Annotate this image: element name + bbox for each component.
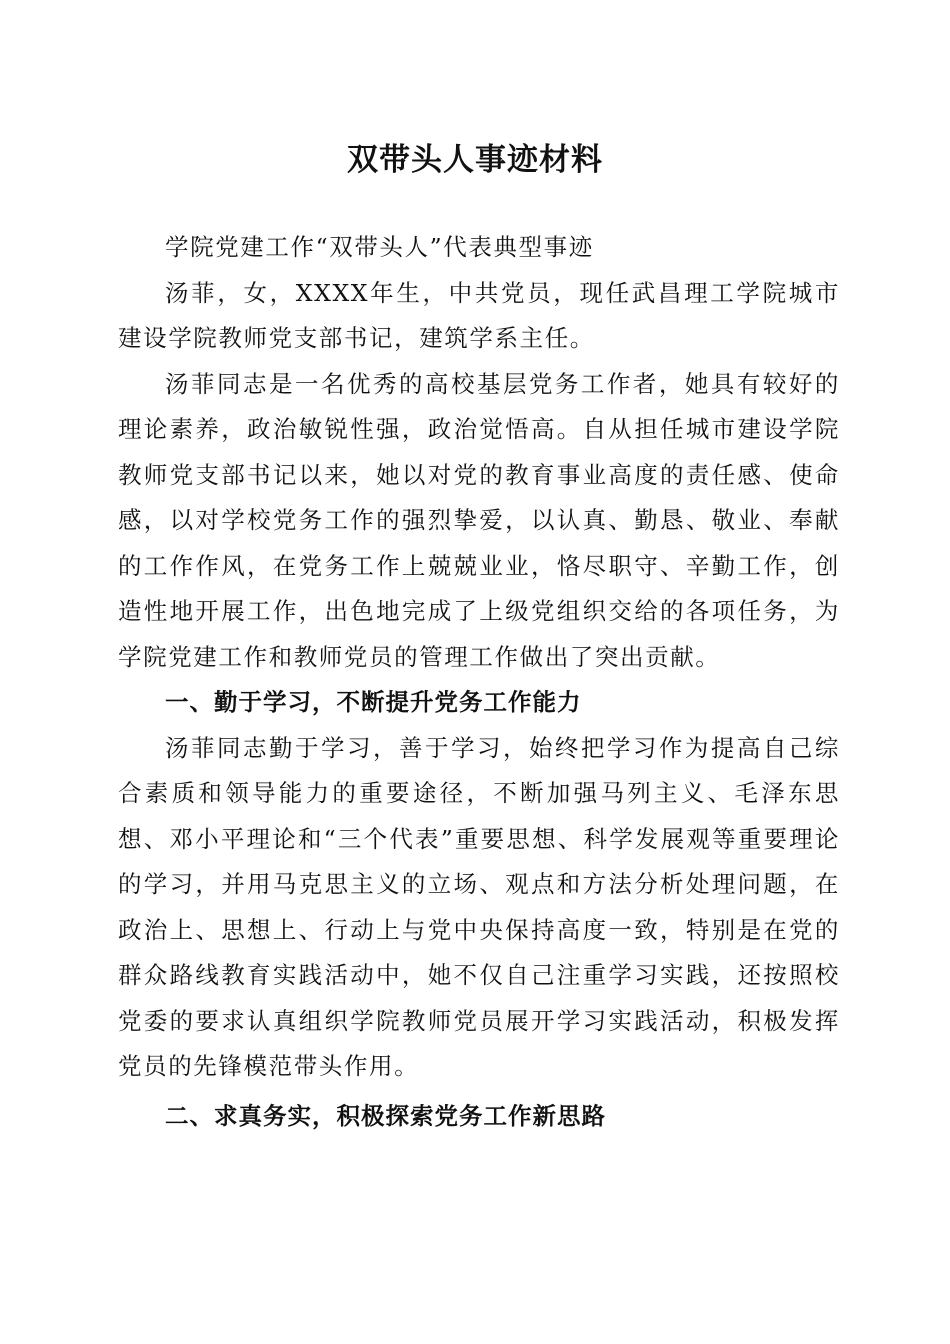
subtitle-paragraph: 学院党建工作“双带头人”代表典型事迹 bbox=[165, 233, 594, 261]
document-body bbox=[118, 225, 840, 1139]
document-title: 双带头人事迹材料 bbox=[347, 142, 603, 178]
summary-paragraph: 汤菲同志是一名优秀的高校基层党务工作者，她具有较好的理论素养，政治敏锐性强，政治觉悟高。自从担任城市建设学院教师党支部书记以来，她以对党的教育事业高度的责任感、使命感，以对学校党务工作的强烈挚爱，以认真、勤恳、敬业、奉献的工作作风，在党务工作上兢兢业业，恪尽职守、辛勤工作，创造性地开展工作，出色地完成了上级党组织交给的各项任务，为学院党建工作和教师党员的管理工作做出了突出贡献。 bbox=[118, 369, 840, 671]
section2-heading: 二、求真务实，积极探索党务工作新思路 bbox=[165, 1101, 606, 1130]
section1-heading: 一、勤于学习，不断提升党务工作能力 bbox=[165, 688, 582, 716]
section1-paragraph: 汤菲同志勤于学习，善于学习，始终把学习作为提高自己综合素质和领导能力的重要途径，不断加强马列主义、毛泽东思想、邓小平理论和“三个代表”重要思想、科学发展观等重要理论的学习，并用马克思主义的立场、观点和方法分析处理问题，在政治上、思想上、行动上与党中央保持高度一致，特别是在党的群众路线教育实践活动中，她不仅自己注重学习实践，还按照校党委的要求认真组织学院教师党员展开学习实践活动，积极发挥党员的先锋模范带头作用。 bbox=[118, 733, 840, 1080]
intro-paragraph: 汤菲，女，XXXX年生，中共党员，现任武昌理工学院城市建设学院教师党支部书记，建筑学系主任。 bbox=[118, 278, 840, 352]
